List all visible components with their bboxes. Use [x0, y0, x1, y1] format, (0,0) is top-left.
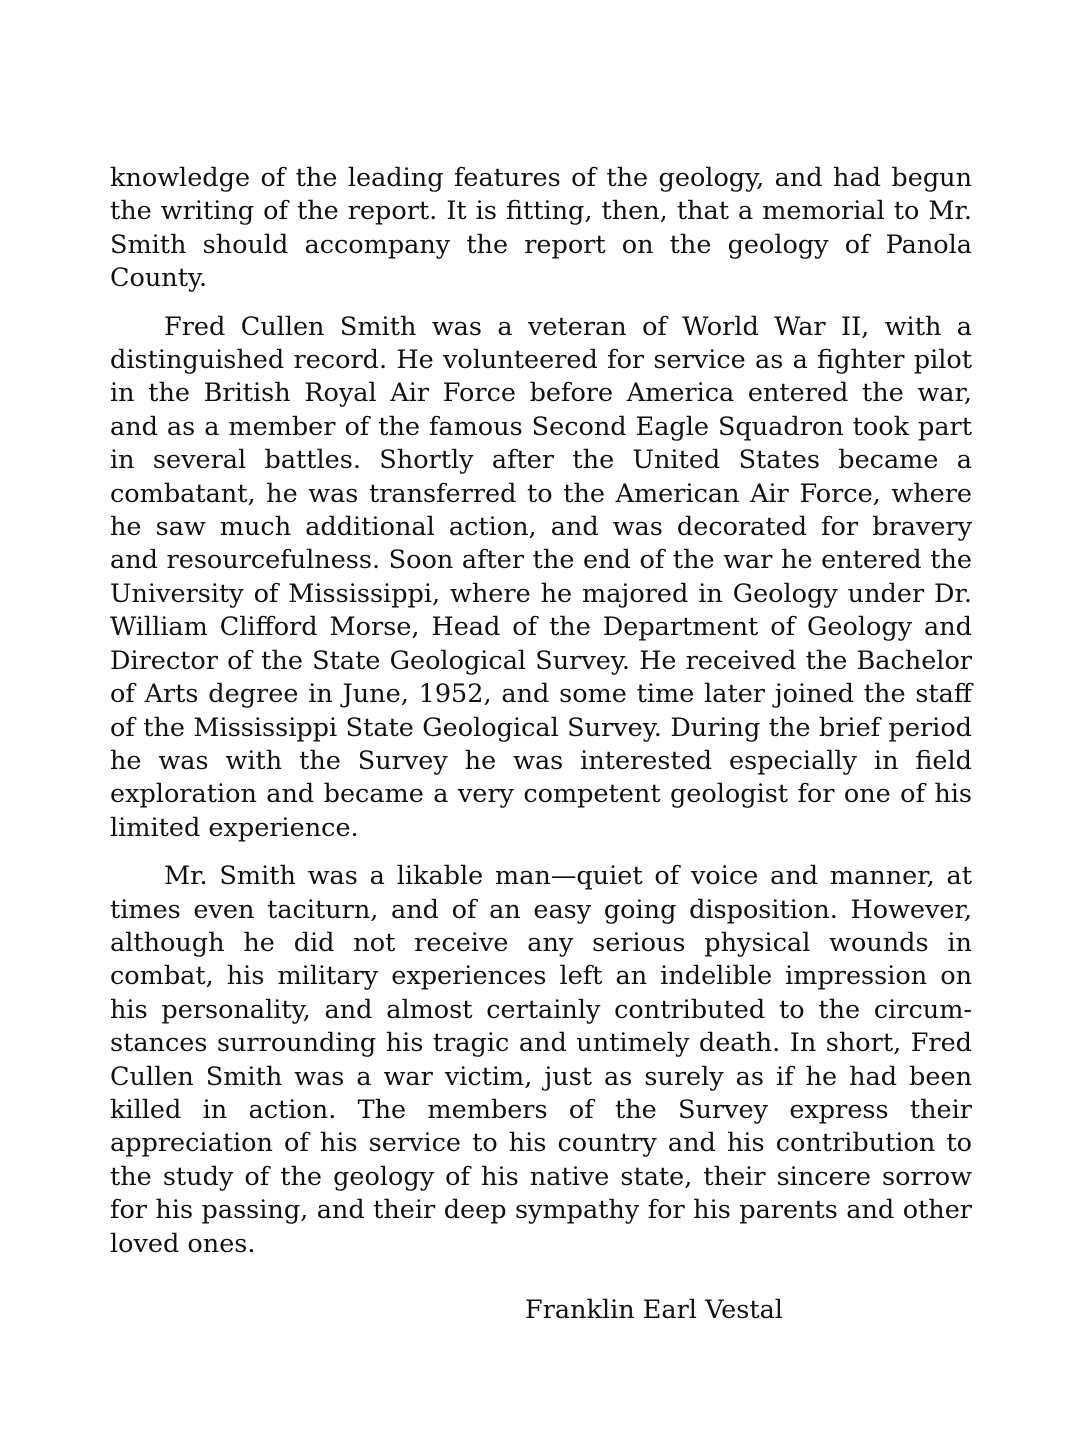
paragraph-continuation: knowledge of the leading features of the geology, and had begun the writing of the report. It is fitting, then, that a memorial to Mr. Smith should accompany the report on the geology of Panola County. [110, 163, 972, 294]
author-signature: Franklin Earl Vestal [525, 1295, 783, 1325]
memorial-text [110, 162, 972, 1261]
paragraph-military-service: Fred Cullen Smith was a veteran of World War II, with a distinguished record. He volunteered for service as a fighter pilot in the British Royal Air Force before America entered the war, and as a member of the famous Second Eagle Squadron took part in several battles. Shortly after the United States became a combatant, he was transferred to the American Air Force, where he saw much additional action, and was decorated for bravery and resourcefulness. Soon after the end of the war he entered the University of Mississippi, where he majored in Geology under Dr. William Clifford Morse, Head of the Department of Geology and Director of the State Geological Survey. He received the Bachelor of Arts degree in June, 1952, and some time later joined the staff of the Mississippi State Geological Survey. During the brief period he was with the Survey he was interested especially in field exploration and became a very competent geologist for one of his limited experience. [110, 311, 972, 843]
paragraph-character-tribute: Mr. Smith was a likable man—quiet of voice and manner, at times even taciturn, and of an easy going disposition. However, although he did not receive any serious physical wounds in combat, his military experiences left an indelible impression on his personality, and almost certainly contributed to the circumstances surrounding his tragic and untimely death. In short, Fred Cullen Smith was a war victim, just as surely as if he had been killed in action. The members of the Survey express their appreciation of his service to his country and his contribution to the study of the geology of his native state, their sincere sorrow for his passing, and their deep sympathy for his parents and other loved ones. [110, 861, 972, 1259]
